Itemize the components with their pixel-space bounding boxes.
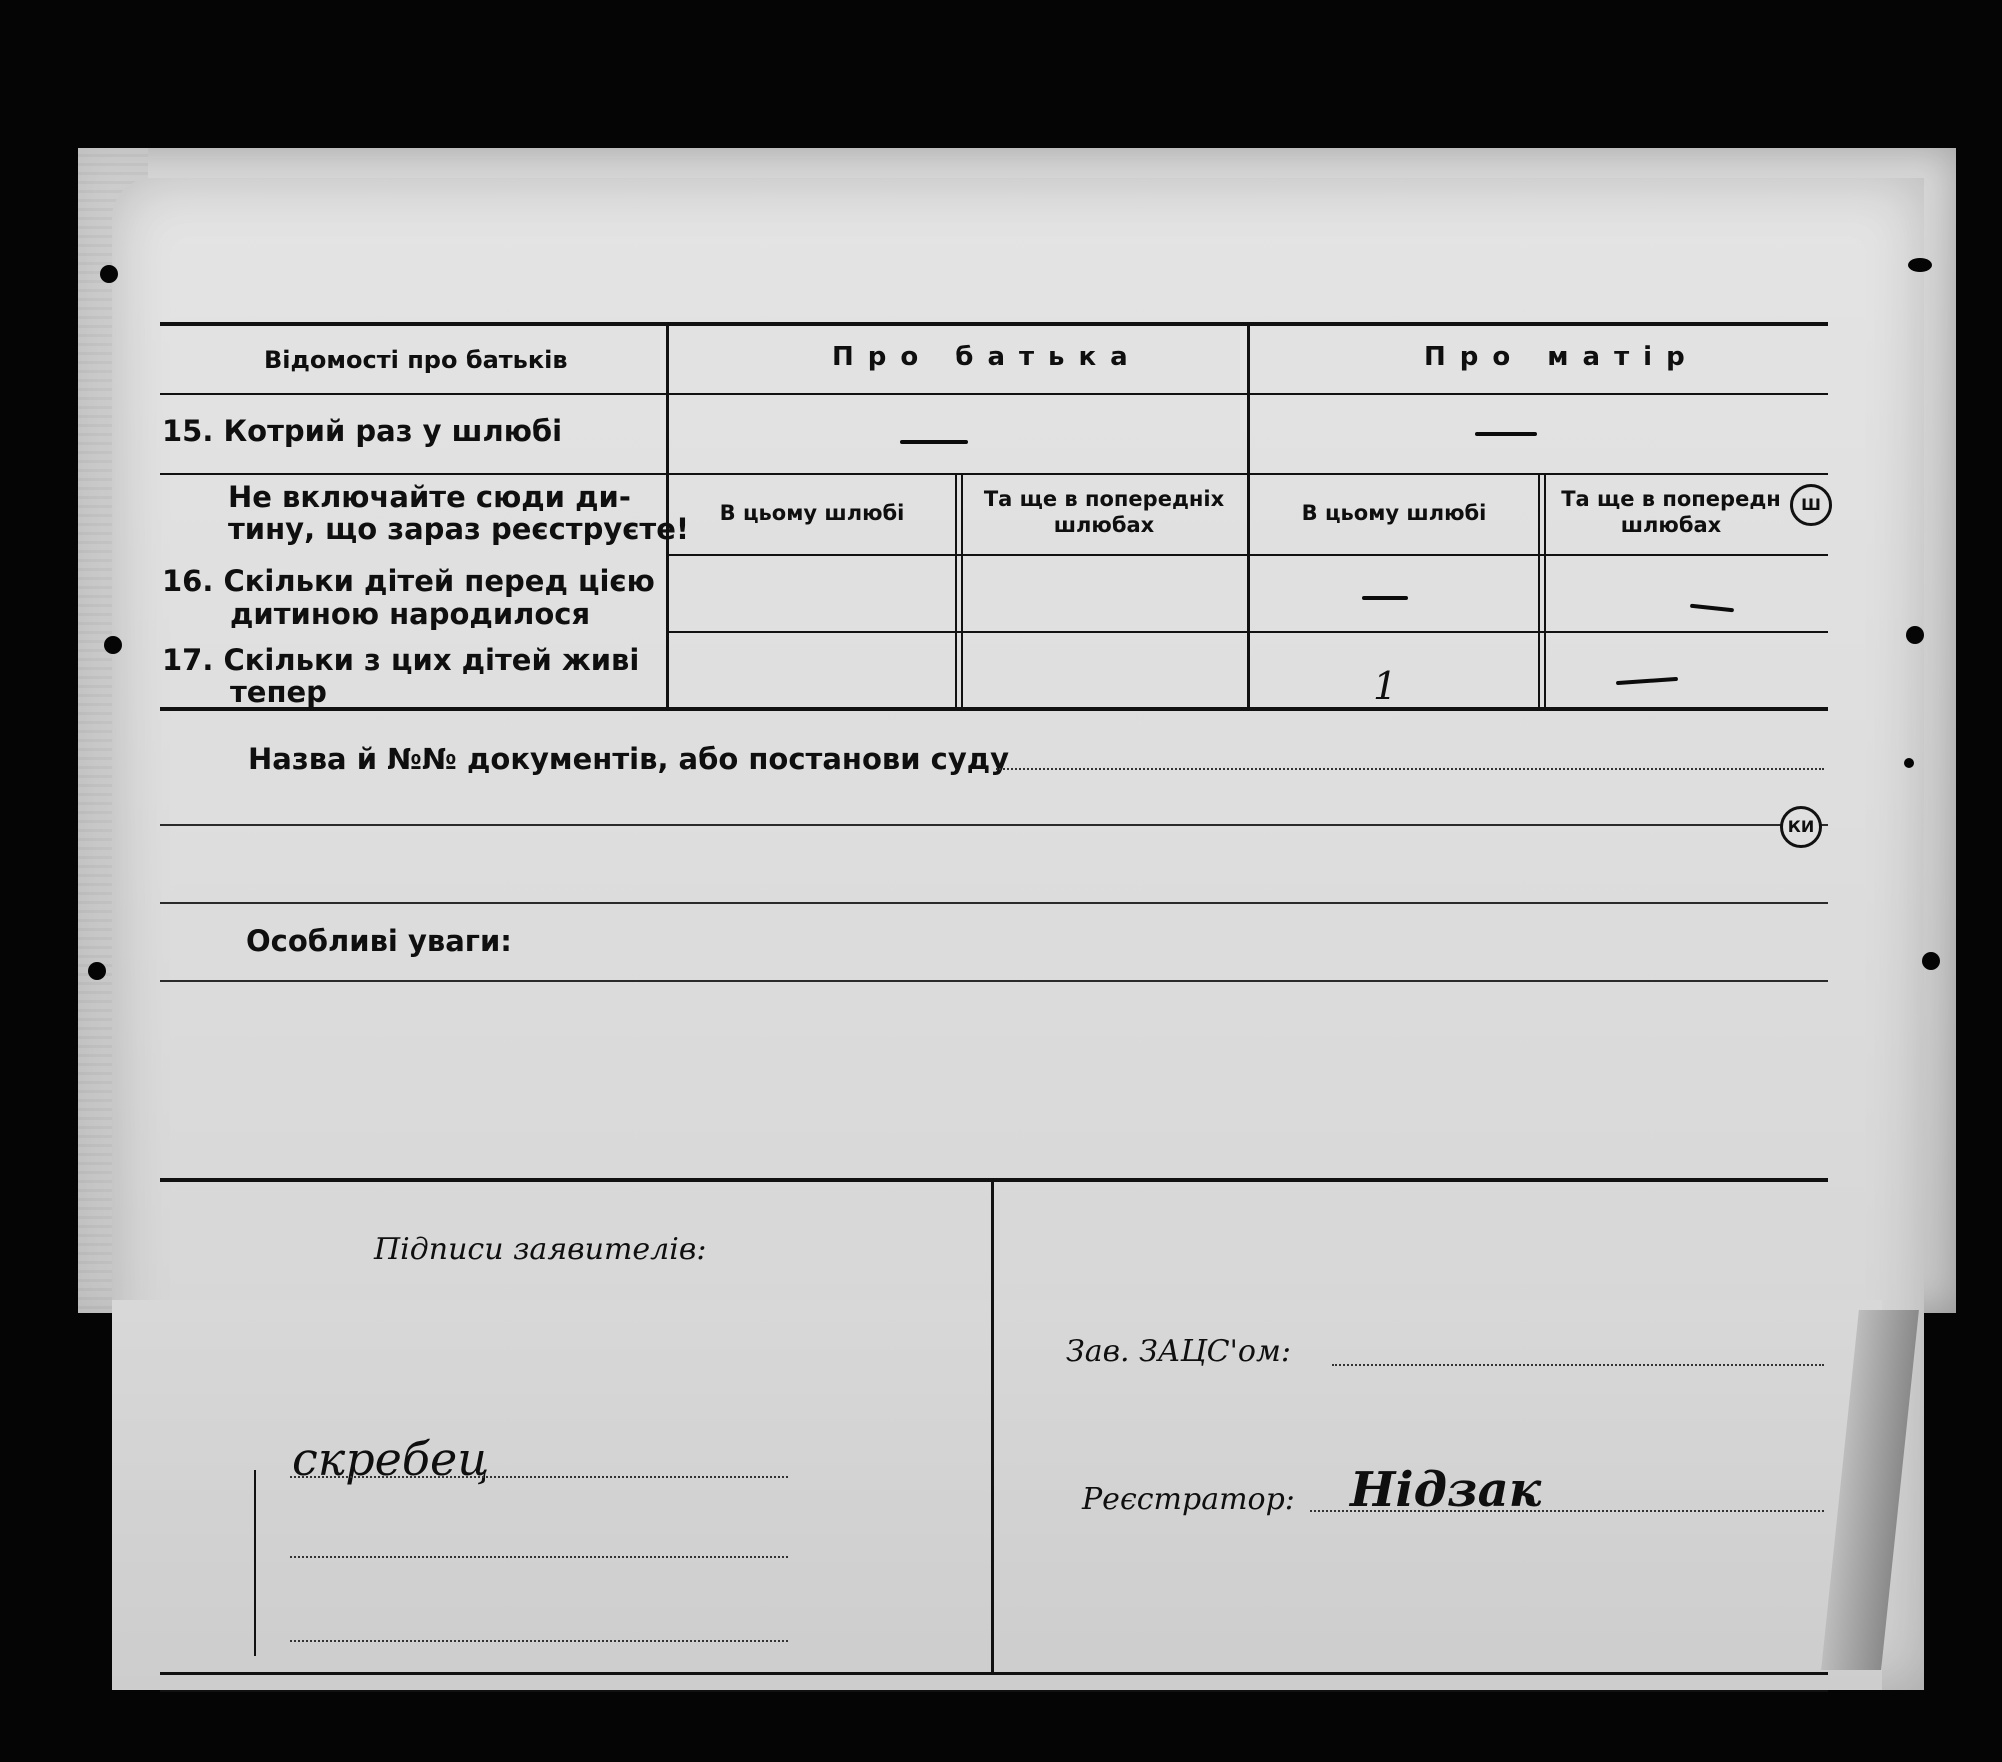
col-divider	[1247, 322, 1250, 707]
registrar-label: Реєстратор:	[1082, 1482, 1295, 1517]
signature-section-bottom	[160, 1672, 1828, 1675]
header-parents-info: Відомості про батьків	[264, 346, 568, 374]
binding-hole	[1904, 758, 1914, 768]
applicant-brace	[254, 1470, 256, 1656]
documents-label: Назва й №№ документів, або постанови суду	[248, 742, 1010, 776]
row-15-label: 15. Котрий раз у шлюбі	[162, 414, 563, 448]
stamp-fragment: Ш	[1790, 484, 1832, 526]
registrar-signature: Нідзак	[1350, 1462, 1542, 1518]
applicant-signature-line	[290, 1556, 788, 1558]
mother-this-marriage-header: В цьому шлюбі	[1301, 501, 1487, 525]
documents-line	[160, 824, 1828, 826]
binding-hole	[1908, 258, 1932, 272]
header-about-mother: Про матір	[1424, 342, 1699, 372]
binding-hole	[1922, 952, 1940, 970]
row-15-mother-dash	[1475, 432, 1537, 436]
row-15-father-dash	[900, 440, 968, 444]
binding-hole	[100, 265, 118, 283]
mother-prev-marriages-header-l1: Та ще в попередн	[1561, 487, 1781, 511]
head-zags-line	[1332, 1364, 1824, 1366]
signature-section-top	[160, 1178, 1828, 1182]
row-divider	[160, 473, 1828, 475]
table-top-border	[160, 322, 1828, 326]
row-17-line-1: 17. Скільки з цих дітей живі	[162, 643, 640, 677]
note-line-2: тину, що зараз реєструєте!	[228, 512, 690, 546]
row-17-mother-this-value: 1	[1373, 664, 1398, 708]
documents-fill-line	[996, 768, 1824, 770]
applicant-signature-line	[290, 1476, 788, 1478]
col-divider	[1538, 473, 1546, 707]
documents-line	[160, 902, 1828, 904]
note-line-1: Не включайте сюди ди-	[228, 480, 631, 514]
table-bottom-border	[160, 707, 1828, 711]
applicant-signature-line	[290, 1640, 788, 1642]
father-this-marriage-header: В цьому шлюбі	[719, 501, 905, 525]
stamp-fragment: КИ	[1780, 806, 1822, 848]
row-17-line-2: тепер	[230, 675, 327, 709]
mother-prev-marriages-header-l2: шлюбах	[1620, 513, 1722, 537]
applicant-signature: скребец	[292, 1432, 490, 1486]
header-about-father: Про батька	[832, 342, 1142, 372]
front-sheet-lower	[112, 1300, 1882, 1690]
father-prev-marriages-header-l1: Та ще в попередніх	[983, 487, 1225, 511]
binding-hole	[88, 962, 106, 980]
special-notes-label: Особливі уваги:	[246, 924, 512, 958]
applicants-signatures-label: Підписи заявителів:	[374, 1232, 707, 1267]
row-16-line-2: дитиною народилося	[230, 597, 591, 631]
header-divider	[160, 393, 1828, 395]
signature-divider	[991, 1180, 994, 1672]
head-zags-label: Зав. ЗАЦС'ом:	[1066, 1334, 1291, 1369]
binding-hole	[104, 636, 122, 654]
father-prev-marriages-header-l2: шлюбах	[1053, 513, 1155, 537]
row-16-line-1: 16. Скільки дітей перед цією	[162, 564, 655, 598]
notes-line	[160, 980, 1828, 982]
row-16-mother-this-dash	[1362, 596, 1408, 600]
binding-hole	[1906, 626, 1924, 644]
registrar-line	[1310, 1510, 1824, 1512]
page-bottom-rule	[160, 1690, 1828, 1692]
